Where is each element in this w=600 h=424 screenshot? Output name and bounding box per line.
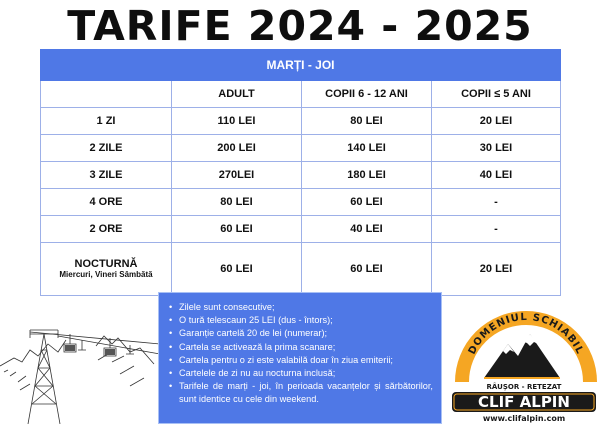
- row-label: 2 ORE: [41, 216, 172, 243]
- note-item: • Cartela se activează la prima scanare;: [179, 341, 433, 354]
- note-item: • Tarifele de marți - joi, în perioada vacanțelor și sărbătorilor, sunt identice cu cele din weekend.: [179, 380, 433, 406]
- row-label: 1 ZI: [41, 108, 172, 135]
- chair-seat: [105, 349, 115, 355]
- note-item: • Cartelele de zi nu au nocturna inclusă;: [179, 367, 433, 380]
- note-item: • O tură telescaun 25 LEI (dus - întors);: [179, 314, 433, 327]
- column-header-copii-5: COPII ≤ 5 ANI: [432, 81, 561, 108]
- price-adult: 200 LEI: [172, 135, 302, 162]
- price-copii-6-12: 60 LEI: [302, 189, 432, 216]
- row-label-nocturna: [41, 243, 172, 296]
- notes-list: [167, 301, 433, 407]
- row-label: 4 ORE: [41, 189, 172, 216]
- price-adult: 270LEI: [172, 162, 302, 189]
- table-row: [41, 162, 561, 189]
- table-row: [41, 189, 561, 216]
- info-box: [158, 292, 442, 424]
- table-header: MARȚI - JOI: [41, 50, 561, 81]
- column-header-adult: ADULT: [172, 81, 302, 108]
- note-item: • Garanție cartelă 20 de lei (numerar);: [179, 327, 433, 340]
- column-header-empty: [41, 81, 172, 108]
- clif-alpin-logo: [448, 298, 600, 424]
- price-copii-6-12: 180 LEI: [302, 162, 432, 189]
- price-copii-5: 40 LEI: [432, 162, 561, 189]
- note-item: • Zilele sunt consecutive;: [179, 301, 433, 314]
- table-row: [41, 108, 561, 135]
- page-title: TARIFE 2024 - 2025: [67, 2, 533, 50]
- note-item: • Cartela pentru o zi este valabilă doar în ziua emiterii;: [179, 354, 433, 367]
- nocturna-days: Miercuri, Vineri Sâmbătă: [59, 270, 153, 279]
- price-adult: 80 LEI: [172, 189, 302, 216]
- price-copii-5: 20 LEI: [432, 108, 561, 135]
- logo-url: www.clifalpin.com: [482, 414, 566, 423]
- price-adult: 60 LEI: [172, 216, 302, 243]
- logo-arc-text: DOMENIUL SCHIABIL: [466, 311, 586, 357]
- column-header-copii-6-12: COPII 6 - 12 ANI: [302, 81, 432, 108]
- logo-subtitle: RÂUȘOR - RETEZAT: [486, 383, 562, 391]
- table-row-nocturna: [41, 243, 561, 296]
- chair-seat: [65, 345, 75, 351]
- table-row: [41, 135, 561, 162]
- price-copii-6-12: 60 LEI: [302, 243, 432, 296]
- price-copii-6-12: 80 LEI: [302, 108, 432, 135]
- price-copii-6-12: 140 LEI: [302, 135, 432, 162]
- price-copii-6-12: 40 LEI: [302, 216, 432, 243]
- price-adult: 60 LEI: [172, 243, 302, 296]
- logo-brand: CLIF ALPIN: [478, 393, 570, 411]
- price-copii-5: 30 LEI: [432, 135, 561, 162]
- chairlift-illustration: [0, 300, 160, 424]
- price-copii-5: -: [432, 216, 561, 243]
- table-row: [41, 216, 561, 243]
- row-label: 2 ZILE: [41, 135, 172, 162]
- tariff-table: [40, 49, 561, 296]
- price-copii-5: 20 LEI: [432, 243, 561, 296]
- row-label: 3 ZILE: [41, 162, 172, 189]
- price-copii-5: -: [432, 189, 561, 216]
- price-adult: 110 LEI: [172, 108, 302, 135]
- nocturna-label: NOCTURNĂ: [74, 258, 138, 270]
